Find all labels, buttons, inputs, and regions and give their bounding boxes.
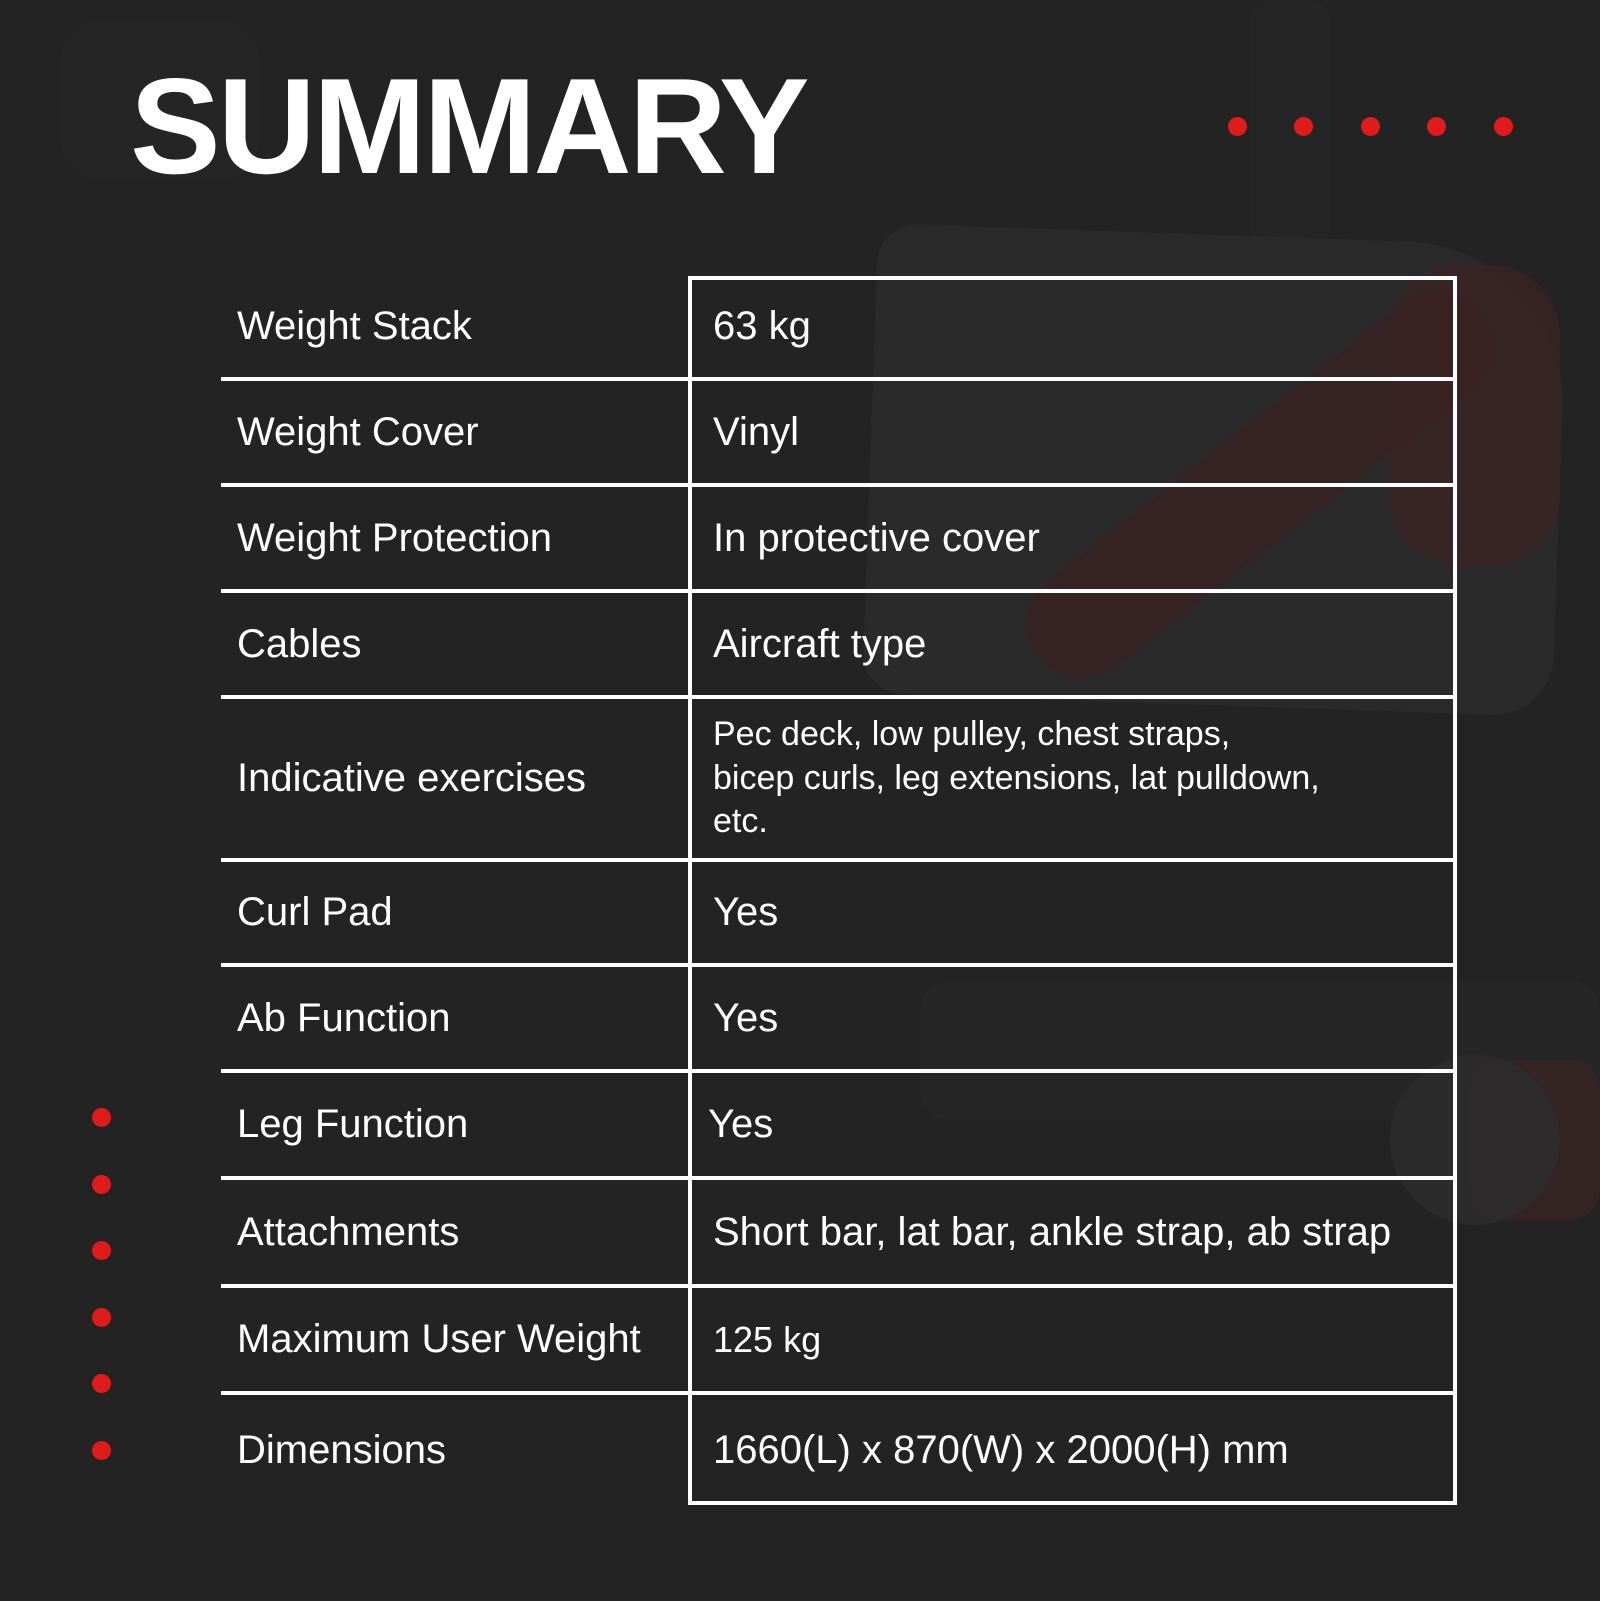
page-title: SUMMARY — [130, 50, 807, 202]
spec-row-attachments — [221, 1180, 1457, 1288]
decorative-dot-icon — [92, 1441, 111, 1460]
spec-value: In protective cover — [713, 515, 1040, 560]
spec-row-ab-function — [221, 967, 1457, 1073]
spec-row-curl-pad — [221, 862, 1457, 967]
spec-value: 63 kg — [713, 304, 811, 348]
spec-row-indicative-exercises — [221, 699, 1457, 862]
spec-value: 1660(L) x 870(W) x 2000(H) mm — [713, 1427, 1289, 1472]
spec-label: Cables — [237, 621, 362, 666]
spec-label: Weight Protection — [237, 515, 552, 560]
decorative-dot-icon — [92, 1308, 111, 1327]
decorative-dot-icon — [92, 1374, 111, 1393]
decorative-dot-icon — [1494, 117, 1513, 136]
decorative-dot-icon — [92, 1108, 111, 1127]
spec-value: Vinyl — [713, 409, 799, 454]
spec-row-cables — [221, 593, 1457, 699]
spec-value: Pec deck, low pulley, chest straps, bicep curls, leg extensions, lat pulldown, etc. — [713, 715, 1320, 841]
spec-row-weight-stack — [221, 276, 1457, 381]
spec-value: Short bar, lat bar, ankle strap, ab strap — [713, 1209, 1392, 1254]
decorative-dot-icon — [92, 1241, 111, 1260]
spec-value: Yes — [713, 995, 779, 1040]
decorative-dot-icon — [92, 1175, 111, 1194]
spec-value: Yes — [713, 890, 779, 934]
machine-post-silhouette — [1250, 0, 1330, 250]
spec-row-dimensions — [221, 1395, 1457, 1505]
spec-row-leg-function — [221, 1073, 1457, 1180]
spec-row-weight-protection — [221, 487, 1457, 593]
spec-table — [221, 276, 1457, 1505]
spec-value: Aircraft type — [713, 621, 927, 666]
spec-label: Weight Stack — [237, 304, 472, 348]
spec-row-weight-cover — [221, 381, 1457, 487]
spec-label: Curl Pad — [237, 890, 393, 934]
decorative-dot-icon — [1427, 117, 1446, 136]
spec-label: Leg Function — [237, 1102, 469, 1146]
decorative-dot-icon — [1294, 117, 1313, 136]
spec-row-maximum-user-weight — [221, 1288, 1457, 1395]
spec-label: Dimensions — [237, 1427, 446, 1472]
decorative-dot-icon — [1361, 117, 1380, 136]
spec-value: Yes — [708, 1102, 774, 1146]
spec-label: Attachments — [237, 1209, 460, 1254]
spec-label: Weight Cover — [237, 409, 479, 454]
spec-label: Indicative exercises — [237, 756, 587, 800]
spec-label: Maximum User Weight — [237, 1317, 641, 1361]
spec-value: 125 kg — [713, 1318, 822, 1360]
decorative-dot-icon — [1228, 117, 1247, 136]
spec-label: Ab Function — [237, 995, 451, 1040]
